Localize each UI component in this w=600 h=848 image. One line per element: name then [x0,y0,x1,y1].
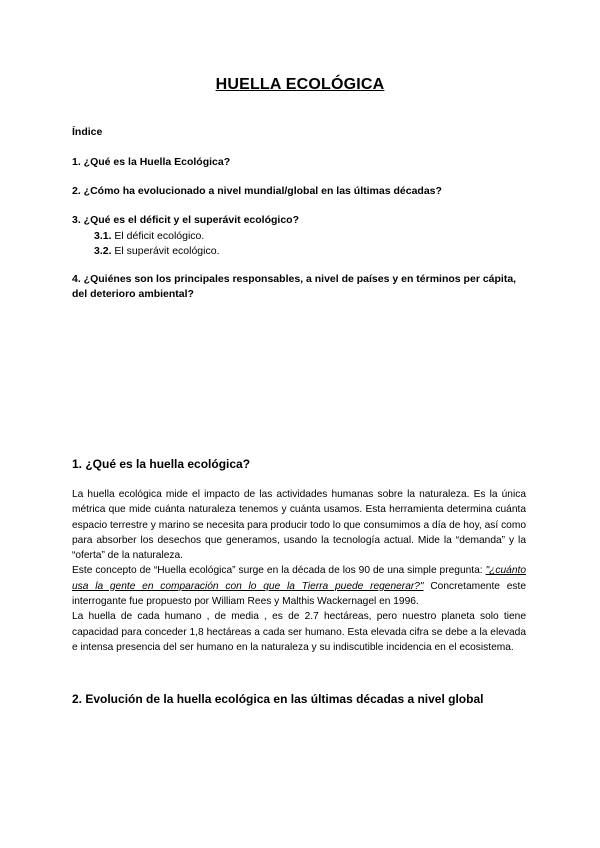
section-1-paragraph-2-rest: Concretamente este interrogante fue propuesto por William Rees y Malthis Wackernagel en 1996. [72,580,526,608]
toc-subitem-3-2-text: El superávit ecológico. [111,245,220,257]
section-1-paragraph-2-intro: Este concepto de “Huella ecológica” surge en la década de los 90 de una simple pregunta: [72,565,483,577]
toc-item-3: 3. ¿Qué es el déficit y el superávit ecológico? [72,214,299,226]
document-title: HUELLA ECOLÓGICA [215,76,385,93]
toc-subitem-3-2-number: 3.2. [94,245,112,257]
section-2-heading: 2. Evolución de la huella ecológica en las últimas décadas a nivel global [72,692,484,706]
toc-subitem-3-1 [94,229,204,243]
section-1-paragraph-3: La huella de cada humano , de media , es de 2.7 hectáreas, pero nuestro planeta solo tiene capacidad para conceder 1,8 hectáreas a cada ser humano. Esta elevada cifra se debe a la elevada e intensa presencia del ser humano en la naturaleza y su indiscutible incidencia en el ecosistema. [72,611,526,653]
section-1-paragraph-2 [72,563,526,609]
toc-item-2: 2. ¿Cómo ha evolucionado a nivel mundial/global en las últimas décadas? [72,185,442,197]
section-1-paragraph-1: La huella ecológica mide el impacto de las actividades humanas sobre la naturaleza. Es la única métrica que mide cuánta naturaleza tenemos y cuánta usamos. Esta herramienta determina cuánta espacio terrestre y marino se necesita para producir todo lo que consumimos a día de hoy, así como para absorber los desechos que generamos, usando la tecnología actual. Mide la “demanda” y la “oferta” de la naturaleza. [72,489,526,562]
section-1-heading: 1. ¿Qué es la huella ecológica? [72,457,251,471]
section-1-quote: "¿cuánto usa la gente en comparación con lo que la Tierra puede regenerar?" [72,565,526,592]
toc-subitem-3-1-number: 3.1. [94,230,112,242]
toc-item-1: 1. ¿Qué es la Huella Ecológica? [72,156,231,168]
toc-item-4: 4. ¿Quiénes son los principales responsables, a nivel de países y en términos per cápita, del deterioro ambiental? [72,273,517,300]
toc-heading: Índice [72,126,103,138]
toc-subitem-3-2 [94,244,220,258]
toc-subitem-3-1-text: El déficit ecológico. [111,230,205,242]
section-1-body [72,487,526,655]
